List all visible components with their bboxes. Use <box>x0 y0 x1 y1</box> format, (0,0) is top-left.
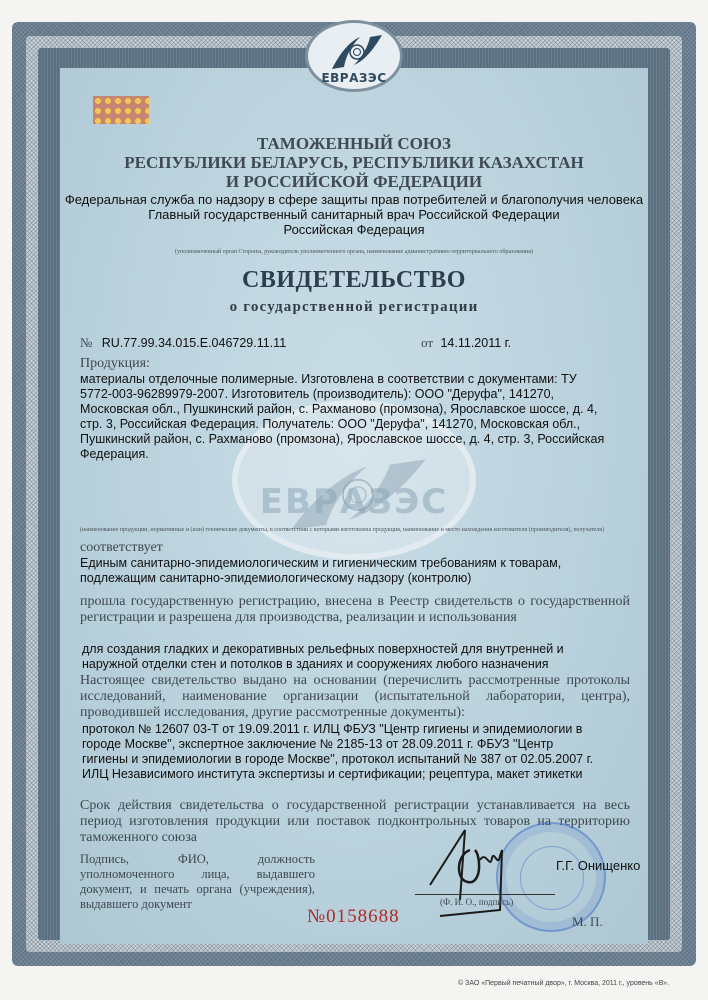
agency-line1: Федеральная служба по надзору в сфере защиты прав потребителей и благополучия человека <box>64 192 644 207</box>
printer-imprint: © ЗАО «Первый печатный двор», г. Москва, 2011 г., уровень «В». <box>458 980 670 987</box>
agency-line3: Российская Федерация <box>283 222 425 237</box>
date-row <box>421 335 511 351</box>
product-note: (наименование продукции, нормативные и (или) технические документы, в соответствии с которыми изготовлена продукция, наименование и место нахождения изготовителя (производителя), получателя) <box>80 527 605 533</box>
basis-text: протокол № 12607 03-Т от 19.09.2011 г. ИЛЦ ФБУЗ "Центр гигиены и эпидемиологии в городе Москве", экспертное заключение № 2185-13 от 28.09.2011 г. ФБУЗ "Центр гигиены и эпидемиологии в городе Москве", протокол испытаний № 387 от 02.05.2007 г. ИЛЦ Независимого института экспертизы и сертификации; рецептура, макет этикетки <box>82 722 594 781</box>
eurasec-logo-icon <box>330 31 384 71</box>
union-title-line2: РЕСПУБЛИКИ БЕЛАРУСЬ, РЕСПУБЛИКИ КАЗАХСТАН <box>124 153 584 172</box>
registration-label: прошла государственную регистрацию, внесена в Реестр свидетельств о государственной регистрации и разрешена для производства, реализации и использования <box>80 594 630 625</box>
signature-line <box>415 894 555 895</box>
seal-label: М. П. <box>572 914 603 929</box>
union-title-line3: И РОССИЙСКОЙ ФЕДЕРАЦИИ <box>225 172 483 191</box>
document-subtitle: о государственной регистрации <box>229 299 479 315</box>
date-label: от <box>421 335 434 350</box>
compliance-label: соответствует <box>80 540 163 555</box>
registration-number: RU.77.99.34.015.E.046729.11.11 <box>101 336 287 350</box>
emblem-label: ЕВРАЗЭС <box>321 71 387 85</box>
number-label: № <box>80 335 93 350</box>
compliance-text: Единым санитарно-эпидемиологическим и гигиеническим требованиям к товарам, подлежащим санитарно-эпидемиологическому надзору (контролю) <box>80 556 562 585</box>
eurasec-emblem <box>305 20 403 92</box>
watermark-label: ЕВРАЗЭС <box>259 482 449 522</box>
basis-label: Настоящее свидетельство выдано на основании (перечислить рассмотренные протоколы исследований, наименование организации (испытательной лаборатории, центра), проводившей исследования, другие рассмотренные документы): <box>80 673 630 720</box>
form-serial-number: №0158688 <box>307 906 400 927</box>
product-label: Продукция: <box>80 356 150 371</box>
document-title: СВИДЕТЕЛЬСТВО <box>242 267 466 293</box>
product-text: материалы отделочные полимерные. Изготовлена в соответствии с документами: ТУ 5772-003-96289979-2007. Изготовитель (производитель): ООО "Деруфа", 141270, Московская обл., Пушкинский район, с. Рахманово (промзона), Ярославское шоссе, д. 4, стр. 3, Российская Федерация. Получатель: ООО "Деруфа", 141270, Московская обл., Пушкинский район, с. Рахманово (промзона), Ярославское шоссе, д. 4, стр. 3, Российская Федерация. <box>80 372 605 461</box>
union-title-line1: ТАМОЖЕННЫЙ СОЮЗ <box>257 134 451 153</box>
agency-line2: Главный государственный санитарный врач Российской Федерации <box>148 207 560 222</box>
signature-line-caption: (Ф. И. О., подпись) <box>440 897 514 907</box>
agency-note: (уполномоченный орган Стороны, руководитель уполномоченного органа, наименование административно-территориального образования) <box>175 249 533 255</box>
handwritten-signature-icon <box>420 820 530 930</box>
hologram-sticker <box>93 96 149 124</box>
registration-date: 14.11.2011 г. <box>440 336 512 350</box>
validity-text: Срок действия свидетельства о государственной регистрации устанавливается на весь период изготовления продукции или поставок подконтрольных товаров на территорию таможенного союза <box>80 798 630 845</box>
number-row <box>80 335 286 351</box>
signer-name: Г.Г. Онищенко <box>556 858 641 873</box>
signature-label: Подпись, ФИО, должность уполномоченного лица, выдавшего документ, и печать органа (учреждения), выдавшего документ <box>80 852 315 911</box>
registration-text: для создания гладких и декоративных рельефных поверхностей для внутренней и наружной отделки стен и потолков в зданиях и сооружениях любого назначения <box>82 642 564 671</box>
